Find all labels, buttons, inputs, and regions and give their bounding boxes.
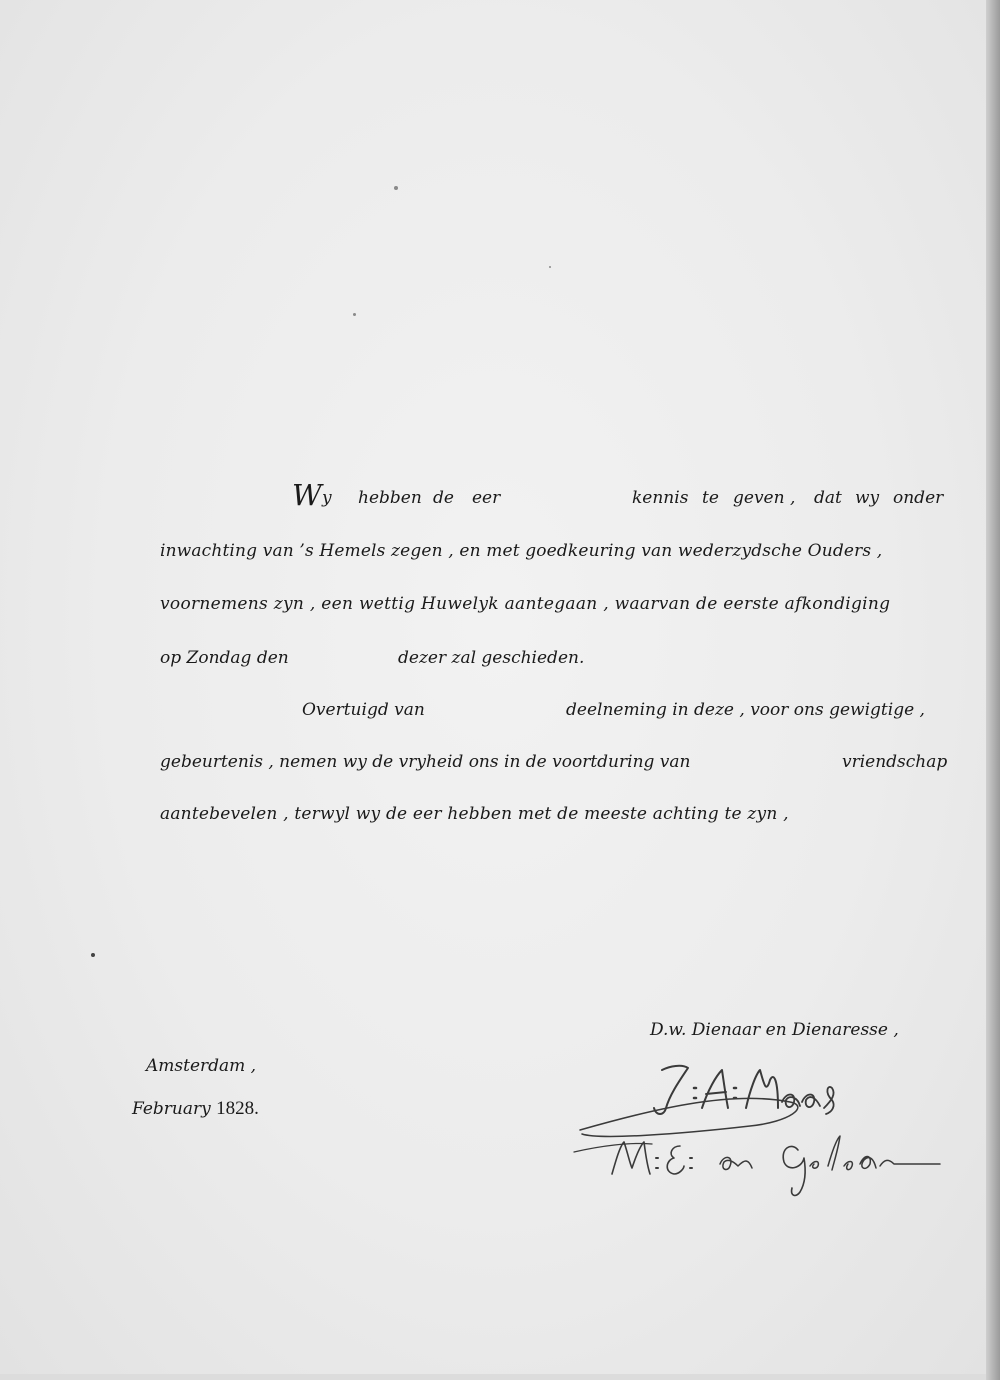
word: de (433, 488, 454, 508)
letter-line-4-start: op Zondag den (160, 648, 289, 668)
word: geven , (733, 488, 796, 508)
paper-speck (394, 186, 398, 190)
paper-speck (91, 953, 95, 957)
letter-line-5-start: Overtuigd van (302, 700, 425, 720)
word: y (322, 488, 332, 508)
word: hebben (358, 488, 422, 508)
letter-line-6-start: gebeurtenis , nemen wy de vryheid ons in de voortduring van (160, 752, 691, 772)
closing-servants: D.w. Dienaar en Dienaresse , (650, 1020, 899, 1040)
word: kennis (632, 488, 689, 508)
paper-speck (353, 313, 356, 316)
closing-date (132, 1098, 259, 1120)
letter-line-3: voornemens zyn , een wettig Huwelyk aantegaan , waarvan de eerste afkondiging (160, 594, 891, 614)
closing-place: Amsterdam , (146, 1056, 257, 1076)
letter-line-7: aantebevelen , terwyl wy de eer hebben met de meeste achting te zyn , (160, 804, 789, 824)
word: onder (893, 488, 944, 508)
letter-line-2: inwachting van ’s Hemels zegen , en met goedkeuring van wederzydsche Ouders , (160, 541, 883, 561)
word: eer (472, 488, 501, 508)
date-month: February (132, 1099, 211, 1119)
word: dat (814, 488, 842, 508)
handwritten-signatures (570, 1050, 970, 1200)
paper-speck (549, 266, 551, 268)
decorative-initial: W (292, 478, 322, 512)
page-edge-shadow (986, 0, 1000, 1380)
letter-line-4-end: dezer zal geschieden. (398, 648, 585, 668)
word: te (702, 488, 719, 508)
letter-line-5-end: deelneming in deze , voor ons gewigtige , (566, 700, 925, 720)
letter-line-6-end: vriendschap (842, 752, 948, 772)
word: wy (855, 488, 880, 508)
date-year: 1828. (216, 1098, 259, 1119)
letter-line-1 (0, 488, 1000, 512)
